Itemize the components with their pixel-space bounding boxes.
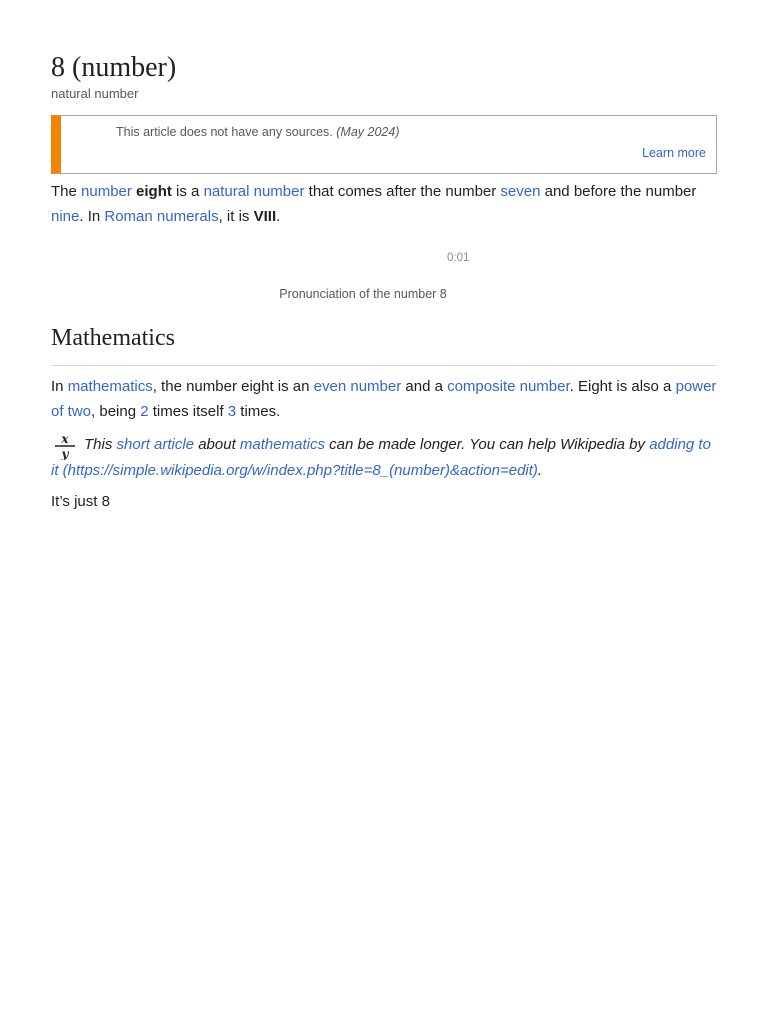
stub-segment: . — [537, 462, 543, 479]
link-short-article[interactable]: short article — [116, 436, 195, 453]
page-subtitle: natural number — [51, 86, 139, 101]
notice-text — [116, 125, 400, 139]
section-heading-mathematics: Mathematics — [51, 322, 717, 366]
link-natural-number[interactable]: natural number — [203, 183, 305, 200]
bold-viii: VIII — [253, 207, 277, 225]
stub-notice — [51, 432, 719, 484]
link-roman-numerals[interactable]: Roman numerals — [104, 207, 219, 225]
svg-text:y: y — [61, 447, 69, 460]
math-text: and a — [401, 378, 448, 395]
link-mathematics[interactable]: mathematics — [67, 378, 153, 395]
stub-segment: about — [194, 436, 240, 453]
link-seven[interactable]: seven — [500, 183, 541, 200]
link-2[interactable]: 2 — [140, 402, 149, 420]
intro-text: that comes after the number — [304, 183, 501, 200]
link-composite-number[interactable]: composite number — [447, 378, 570, 395]
math-text: times. — [236, 402, 281, 420]
link-3[interactable]: 3 — [227, 402, 237, 420]
intro-text: . In — [79, 207, 105, 225]
link-adding-to-it[interactable]: adding to it (https://simple.wikipedia.org/w/index.php?title=8_(number)&action=edit) — [51, 436, 711, 479]
fraction-icon — [54, 432, 76, 460]
notice-date: (May 2024) — [336, 125, 400, 139]
math-text: . Eight is also a — [569, 378, 676, 395]
stub-segment: This — [84, 436, 117, 453]
link-power-of-two[interactable]: power of two — [51, 378, 717, 420]
intro-text: . — [276, 207, 281, 225]
intro-text: is a — [171, 183, 204, 200]
math-text: times itself — [148, 402, 228, 420]
math-text: In — [51, 378, 68, 395]
math-text: , being — [91, 402, 141, 420]
bold-eight: eight — [136, 183, 172, 200]
intro-text: The — [51, 183, 82, 200]
intro-text: and before the number — [540, 183, 697, 200]
page-title: 8 (number) — [51, 52, 177, 83]
audio-caption: Pronunciation of the number 8 — [279, 287, 447, 301]
link-number[interactable]: number — [81, 183, 132, 200]
no-sources-notice — [51, 115, 717, 174]
intro-paragraph — [51, 180, 719, 229]
svg-text:x: x — [61, 432, 69, 446]
link-nine[interactable]: nine — [51, 207, 80, 225]
mathematics-paragraph — [51, 375, 719, 424]
learn-more-link[interactable]: Learn more — [642, 146, 706, 160]
audio-time: 0:01 — [447, 252, 470, 264]
link-even-number[interactable]: even number — [313, 378, 402, 395]
stub-text — [51, 432, 719, 484]
stub-segment: can be made longer. You can help Wikipedia by — [324, 436, 650, 453]
closing-text: It’s just 8 — [51, 493, 110, 510]
intro-text: , it is — [218, 207, 254, 225]
notice-message: This article does not have any sources. — [116, 125, 333, 139]
link-stub-mathematics[interactable]: mathematics — [239, 436, 325, 453]
math-text: , the number eight is an — [152, 378, 314, 395]
